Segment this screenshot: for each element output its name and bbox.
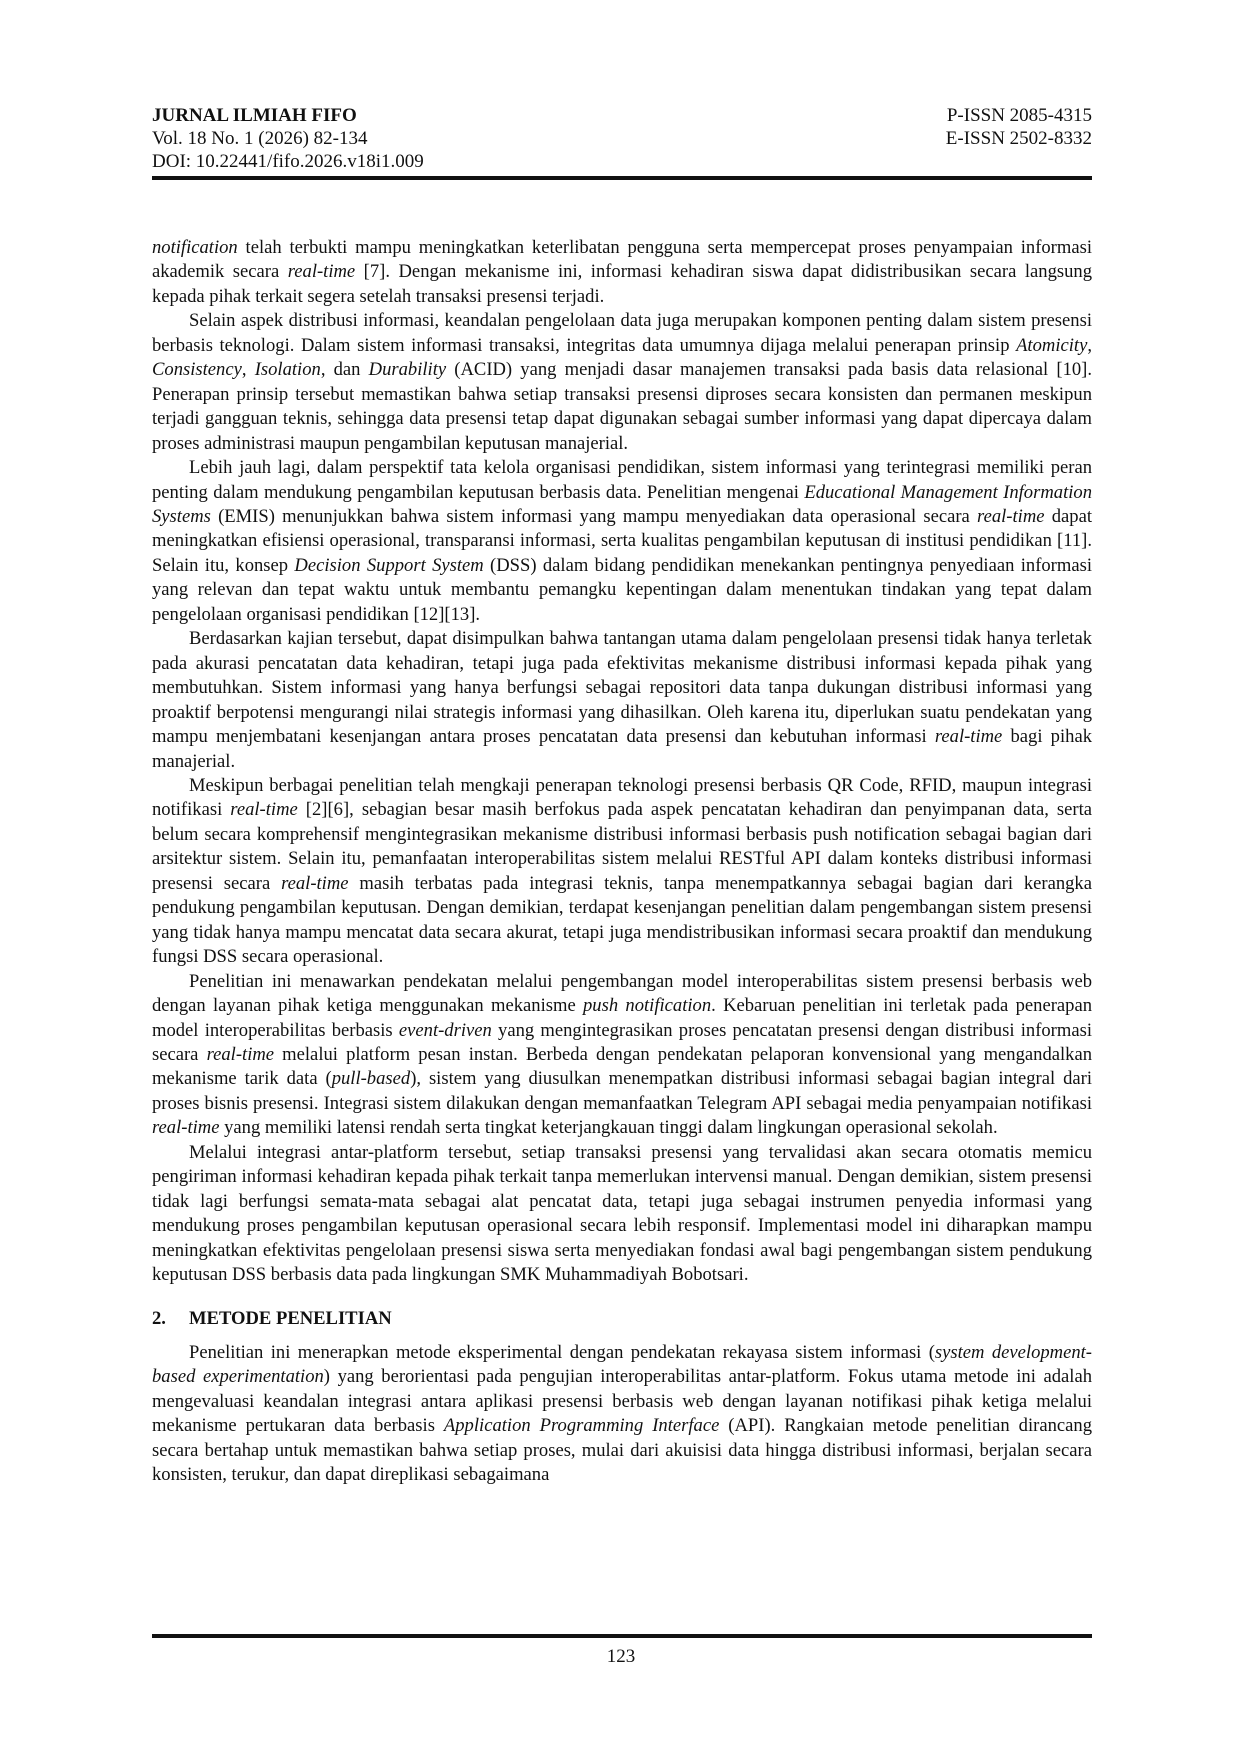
italic-text: system development-based experimentation xyxy=(152,1341,1092,1388)
paragraph xyxy=(152,456,1092,627)
section-number: 2. xyxy=(152,1308,166,1330)
italic-text: real-time xyxy=(206,1043,275,1065)
paragraph xyxy=(152,774,1092,970)
italic-text: real-time xyxy=(152,1117,220,1139)
header-divider xyxy=(152,176,1092,180)
text-run: [2][6], sebagian besar masih berfokus pada aspek pencatatan kehadiran dan penyimpanan data, serta belum secara komprehensif mengintegrasikan mekanisme distribusi informasi berbasis push notification sebagai bagian dari arsitektur sistem. Selain itu, pemanfaatan interoperabilitas sistem melalui RESTful API dalam konteks distribusi informasi presensi secara xyxy=(152,799,1092,894)
italic-text: Consistency xyxy=(152,359,242,381)
italic-text: real-time xyxy=(977,505,1045,527)
journal-title: JURNAL ILMIAH FIFO xyxy=(152,105,357,126)
text-run: Meskipun berbagai penelitian telah mengkaji penerapan teknologi presensi berbasis QR Code, RFID, maupun integrasi notifikasi xyxy=(152,774,1092,821)
text-run: (DSS) dalam bidang pendidikan menekankan pentingnya penyediaan informasi yang relevan dan tepat waktu untuk membantu pemangku kepentingan dalam menentukan tindakan yang tepat dalam pengelolaan organisasi pendidikan [12][13]. xyxy=(152,554,1092,625)
page-number: 123 xyxy=(606,1646,636,1667)
paragraph xyxy=(152,970,1092,1141)
italic-text: Educational Management Information Systems xyxy=(152,481,1092,527)
text-run: , xyxy=(1087,334,1092,356)
italic-text: Application Programming Interface xyxy=(443,1415,720,1437)
text-run: Penelitian ini menerapkan metode eksperimental dengan pendekatan rekayasa sistem informasi ( xyxy=(189,1341,935,1363)
italic-text: real-time xyxy=(934,726,1003,748)
text-run: (API). Rangkaian metode penelitian dirancang secara bertahap untuk memastikan bahwa setiap proses, mulai dari akuisisi data hingga distribusi informasi, berjalan secara konsisten, terukur, dan dapat direplikasi sebagaimana xyxy=(152,1415,1092,1486)
text-run: yang memiliki latensi rendah serta tingkat keterjangkauan tinggi dalam lingkungan operasional sekolah. xyxy=(219,1117,998,1139)
italic-text: event-driven xyxy=(398,1019,492,1041)
text-run: Melalui integrasi antar-platform tersebut, setiap transaksi presensi yang tervalidasi akan secara otomatis memicu pengiriman informasi kehadiran kepada pihak terkait tanpa memerlukan intervensi manual. Dengan demikian, sistem presensi tidak lagi berfungsi semata-mata sebagai alat pencatat data, tetapi juga sebagai instrumen penyedia informasi yang mendukung proses pengambilan keputusan operasional secara lebih responsif. Implementasi model ini diharapkan mampu meningkatkan efektivitas pengelolaan presensi siswa serta menyediakan fondasi awal bagi pengembangan sistem pendukung keputusan DSS berbasis data pada lingkungan SMK Muhammadiyah Bobotsari. xyxy=(152,1141,1092,1286)
italic-text: real-time xyxy=(230,799,298,821)
italic-text: Decision Support System xyxy=(294,554,484,576)
text-run: Penelitian ini menawarkan pendekatan melalui pengembangan model interoperabilitas sistem presensi berbasis web dengan layanan pihak ketiga menggunakan mekanisme xyxy=(152,970,1092,1017)
text-run: . Kebaruan penelitian ini terletak pada penerapan model interoperabilitas berbasis xyxy=(152,995,1092,1041)
text-run: (ACID) yang menjadi dasar manajemen transaksi pada basis data relasional [10]. Penerapan prinsip tersebut memastikan bahwa setiap transaksi presensi diproses secara konsisten dan permanen meskipun terjadi gangguan teknis, sehingga data presensi tetap dapat digunakan sebagai sumber informasi yang dapat dipercaya dalam proses administrasi maupun pengambilan keputusan manajerial. xyxy=(152,359,1093,454)
text-run: Lebih jauh lagi, dalam perspektif tata kelola organisasi pendidikan, sistem informasi yang terintegrasi memiliki peran penting dalam mendukung pengambilan keputusan berbasis data. Penelitian mengenai xyxy=(152,457,1092,503)
text-run: telah terbukti mampu meningkatkan keterlibatan pengguna serta mempercepat proses penyampaian informasi akademik secara xyxy=(152,237,1092,283)
italic-text: pull-based xyxy=(331,1068,411,1090)
text-run: dapat meningkatkan efisiensi operasional, transparansi informasi, serta kualitas pengambilan keputusan di institusi pendidikan [11]. Selain itu, konsep xyxy=(152,505,1092,576)
italic-text: real-time xyxy=(281,872,349,894)
italic-text: Durability xyxy=(368,359,447,381)
text-run: melalui platform pesan instan. Berbeda dengan pendekatan pelaporan konvensional yang mengandalkan mekanisme tarik data ( xyxy=(152,1043,1092,1090)
paragraph xyxy=(152,627,1092,774)
italic-text: push notification xyxy=(582,995,712,1017)
text-run: , xyxy=(241,359,255,381)
text-run: yang mengintegrasikan proses pencatatan presensi dengan distribusi informasi secara xyxy=(152,1019,1092,1065)
page-header xyxy=(152,104,1092,173)
text-run: Selain aspek distribusi informasi, keandalan pengelolaan data juga merupakan komponen penting dalam sistem presensi berbasis teknologi. Dalam sistem informasi transaksi, integritas data umumnya dijaga melalui penerapan prinsip xyxy=(152,310,1092,356)
italic-text: Atomicity xyxy=(1016,334,1088,356)
footer-divider xyxy=(152,1634,1092,1638)
section-heading xyxy=(152,1307,1092,1331)
article-body xyxy=(152,236,1092,1488)
paragraph xyxy=(152,309,1092,456)
italic-text: real-time xyxy=(287,261,356,283)
paragraph xyxy=(152,236,1092,309)
text-run: (EMIS) menunjukkan bahwa sistem informasi yang mampu menyediakan data operasional secara xyxy=(210,505,978,527)
text-run: masih terbatas pada integrasi teknis, tanpa menempatkannya sebagai bagian dari kerangka pendukung pengambilan keputusan. Dengan demikian, terdapat kesenjangan penelitian dalam pengembangan sistem presensi yang tidak hanya mampu mencatat data secara akurat, tetapi juga mendistribusikan informasi secara proaktif dan mendukung fungsi DSS secara operasional. xyxy=(152,872,1092,968)
text-run: bagi pihak manajerial. xyxy=(152,726,1092,772)
p-issn: P-ISSN 2085-4315 xyxy=(946,105,1092,126)
text-run: ) yang berorientasi pada pengujian interoperabilitas antar-platform. Fokus utama metode ini adalah mengevaluasi keandalan integrasi antara aplikasi presensi berbasis web dengan layanan notifikasi pihak ketiga melalui mekanisme pertukaran data berbasis xyxy=(152,1366,1092,1437)
section-title: METODE PENELITIAN xyxy=(189,1308,392,1330)
e-issn: E-ISSN 2502-8332 xyxy=(945,128,1092,149)
text-run: Berdasarkan kajian tersebut, dapat disimpulkan bahwa tantangan utama dalam pengelolaan presensi tidak hanya terletak pada akurasi pencatatan data kehadiran, tetapi juga pada efektivitas mekanisme distribusi informasi kepada pihak yang membutuhkan. Sistem informasi yang hanya berfungsi sebagai repositori data tanpa dukungan distribusi informasi yang proaktif berpotensi mengurangi nilai strategis informasi yang dihasilkan. Oleh karena itu, diperlukan suatu pendekatan yang mampu menjembatani kesenjangan antara proses pencatatan data presensi dan kebutuhan informasi xyxy=(152,628,1092,748)
text-run: ), sistem yang diusulkan menempatkan distribusi informasi sebagai bagian integral dari proses bisnis presensi. Integrasi sistem dilakukan dengan memanfaatkan Telegram API sebagai media penyampaian notifikasi xyxy=(152,1068,1093,1114)
paragraph xyxy=(152,1141,1092,1288)
text-run: [7]. Dengan mekanisme ini, informasi kehadiran siswa dapat didistribusikan secara langsung kepada pihak terkait segera setelah transaksi presensi terjadi. xyxy=(152,261,1093,307)
paragraph xyxy=(152,1341,1092,1488)
text-run: , dan xyxy=(320,359,369,381)
italic-text: notification xyxy=(152,237,238,258)
volume-info: Vol. 18 No. 1 (2026) 82-134 xyxy=(152,128,368,149)
doi: DOI: 10.22441/fifo.2026.v18i1.009 xyxy=(152,151,424,172)
italic-text: Isolation xyxy=(254,359,321,381)
